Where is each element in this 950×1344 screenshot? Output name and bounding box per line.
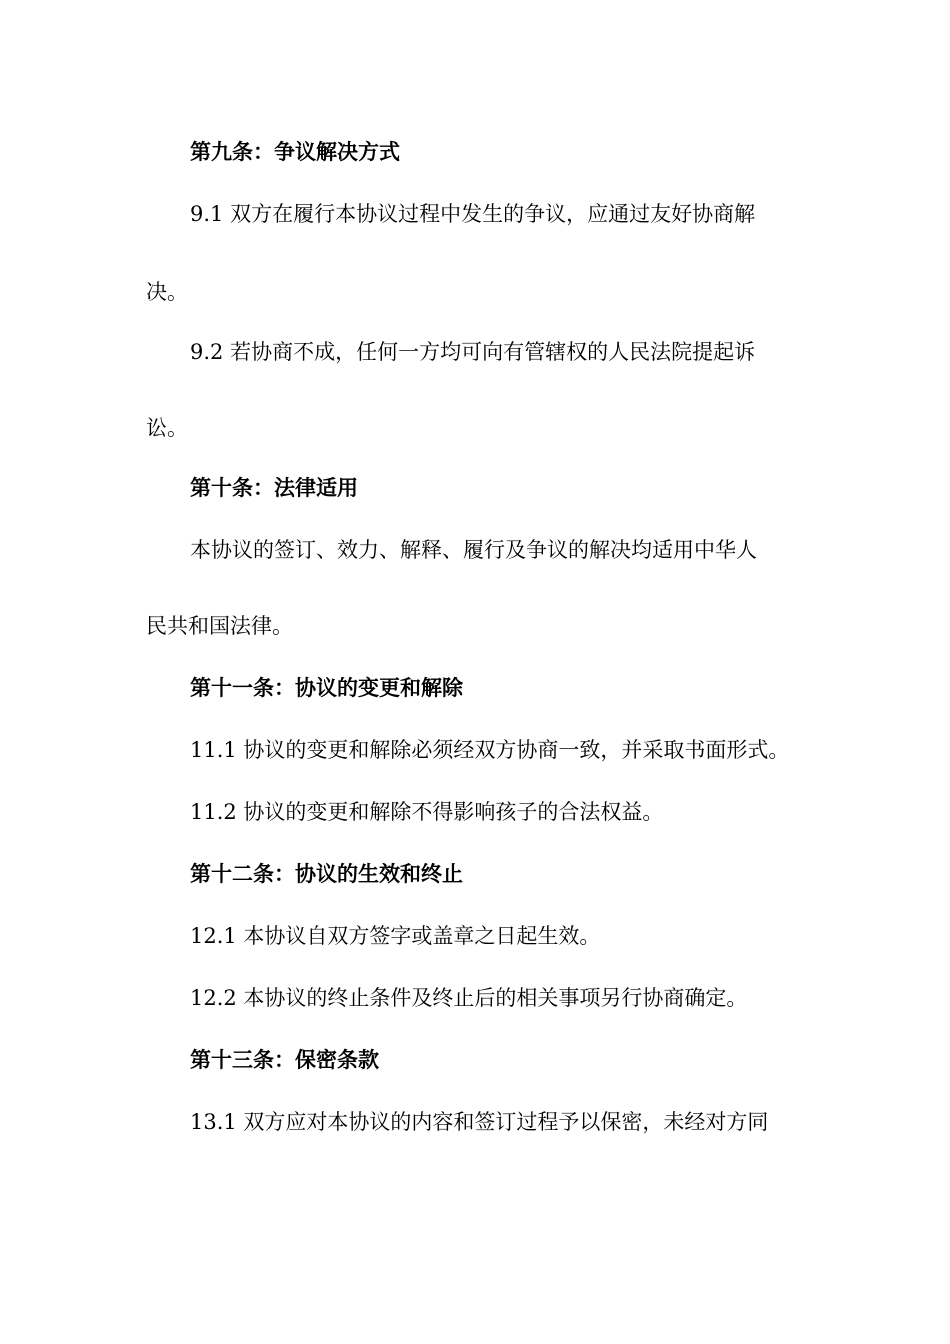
paragraph-line: 9.1 双方在履行本协议过程中发生的争议，应通过友好协商解 <box>190 202 756 226</box>
section-heading: 第九条：争议解决方式 <box>190 140 400 164</box>
paragraph-line: 讼。 <box>146 416 188 440</box>
paragraph-line: 11.1 协议的变更和解除必须经双方协商一致，并采取书面形式。 <box>190 738 790 762</box>
section-heading: 第十二条：协议的生效和终止 <box>190 862 463 886</box>
section-heading: 第十一条：协议的变更和解除 <box>190 676 463 700</box>
paragraph-line: 13.1 双方应对本协议的内容和签订过程予以保密，未经对方同 <box>190 1110 769 1134</box>
paragraph-line: 民共和国法律。 <box>146 614 293 638</box>
paragraph-line: 9.2 若协商不成，任何一方均可向有管辖权的人民法院提起诉 <box>190 340 756 364</box>
paragraph-line: 本协议的签订、效力、解释、履行及争议的解决均适用中华人 <box>190 538 757 562</box>
section-heading: 第十三条：保密条款 <box>190 1048 379 1072</box>
paragraph-line: 决。 <box>146 280 188 304</box>
section-heading: 第十条：法律适用 <box>190 476 358 500</box>
paragraph-line: 12.1 本协议自双方签字或盖章之日起生效。 <box>190 924 601 948</box>
paragraph-line: 12.2 本协议的终止条件及终止后的相关事项另行协商确定。 <box>190 986 748 1010</box>
paragraph-line: 11.2 协议的变更和解除不得影响孩子的合法权益。 <box>190 800 664 824</box>
